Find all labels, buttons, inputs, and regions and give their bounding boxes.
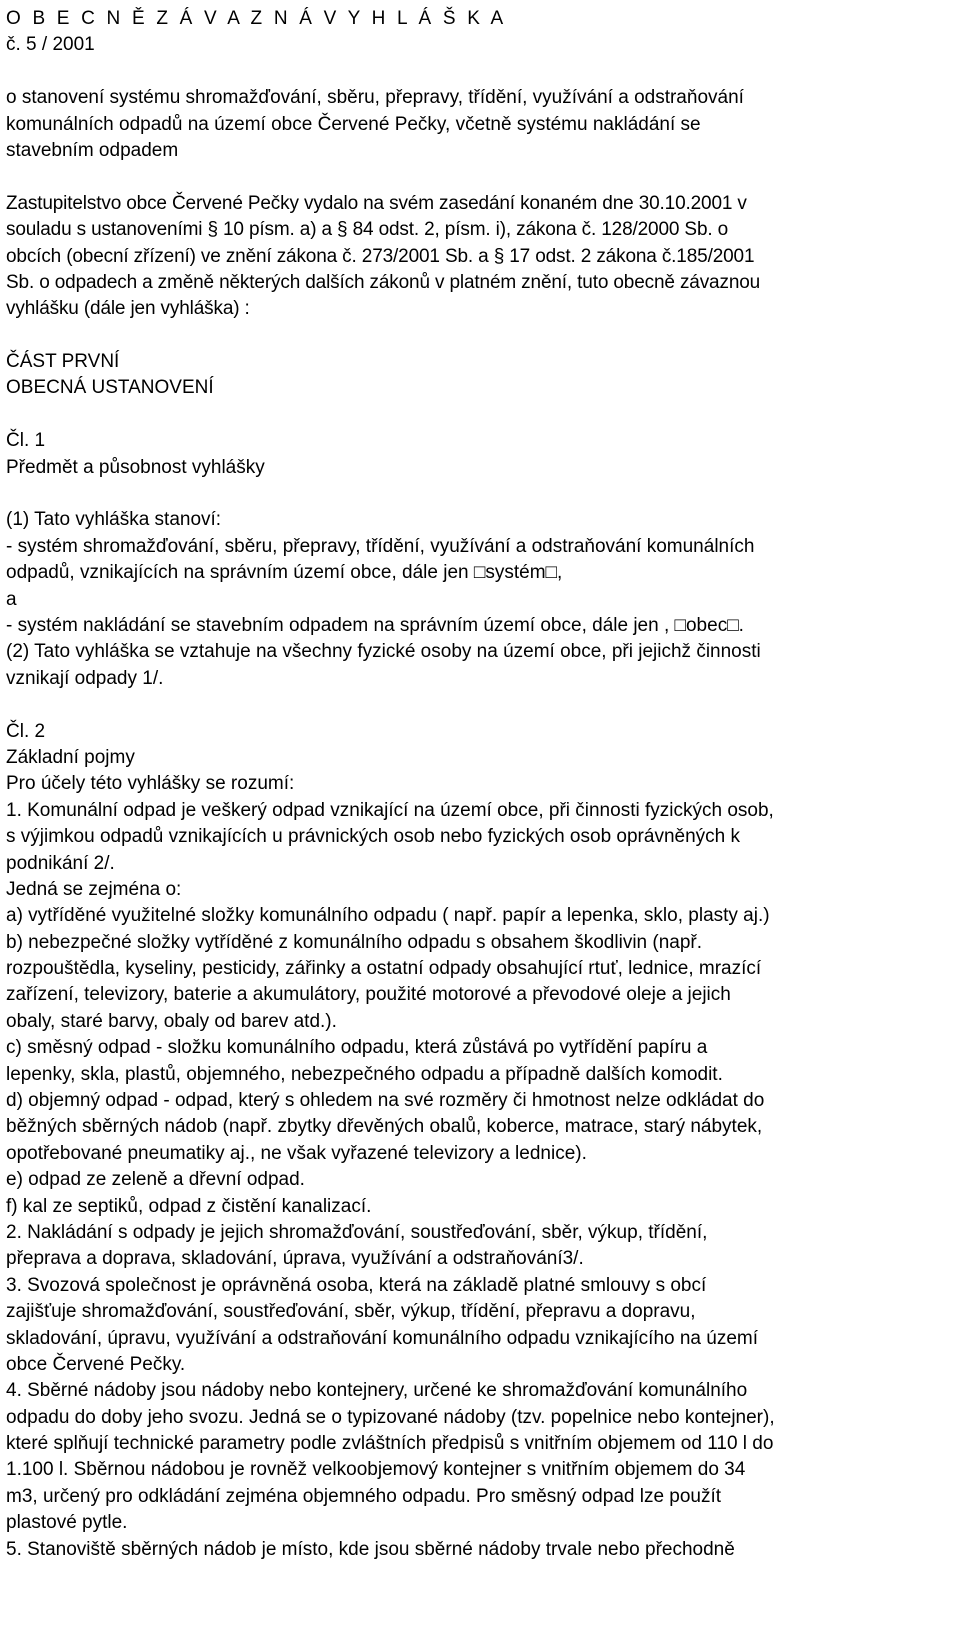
part-title: OBECNÁ USTANOVENÍ — [6, 377, 214, 399]
preamble-line: obcích (obecní zřízení) ve znění zákona č. 273/2001 Sb. a § 17 odst. 2 zákona č.185/2001 — [6, 245, 755, 267]
article-line: e) odpad ze zeleně a dřevní odpad. — [6, 1169, 305, 1191]
article-line: plastové pytle. — [6, 1512, 128, 1534]
article-line: lepenky, skla, plastů, objemného, nebezpečného odpadu a případně dalších komodit. — [6, 1063, 723, 1085]
article-line: odpadů, vznikajících na správním území obce, dále jen □systém□, — [6, 562, 563, 584]
subject-line: stavebním odpadem — [6, 139, 179, 161]
article-line: b) nebezpečné složky vytříděné z komunálního odpadu s obsahem škodlivin (např. — [6, 931, 703, 953]
ordinance-document — [6, 6, 956, 1563]
article-line: d) objemný odpad - odpad, který s ohledem na své rozměry či hmotnost nelze odkládat do — [6, 1090, 765, 1112]
article-line: obaly, staré barvy, obaly od barev atd.). — [6, 1010, 337, 1032]
article-line: zařízení, televizory, baterie a akumulátory, použité motorové a převodové oleje a jejich — [6, 984, 731, 1006]
spacer — [6, 402, 956, 428]
article-1 — [6, 428, 956, 692]
preamble-line: Sb. o odpadech a změně některých dalších zákonů v platném znění, tuto obecně závaznou — [6, 271, 761, 293]
preamble-line: vyhlášku (dále jen vyhláška) : — [6, 298, 250, 320]
article-line: Pro účely této vyhlášky se rozumí: — [6, 773, 295, 795]
preamble — [6, 191, 956, 323]
article-line: - systém shromažďování, sběru, přepravy, třídění, využívání a odstraňování komunálních — [6, 535, 755, 557]
preamble-line: Zastupitelstvo obce Červené Pečky vydalo na svém zasedání konaném dne 30.10.2001 v — [6, 192, 747, 214]
article-line: a — [6, 588, 17, 610]
article-line: vznikají odpady 1/. — [6, 667, 164, 689]
article-line: podnikání 2/. — [6, 852, 115, 874]
document-number: č. 5 / 2001 — [6, 34, 95, 56]
article-line: obce Červené Pečky. — [6, 1353, 186, 1375]
subject-line: komunálních odpadů na území obce Červené Pečky, včetně systému nakládání se — [6, 113, 701, 135]
article-line: Jedná se zejména o: — [6, 878, 182, 900]
article-line: m3, určený pro odkládání zejména objemného odpadu. Pro směsný odpad lze použít — [6, 1485, 722, 1507]
article-title: Základní pojmy — [6, 746, 135, 768]
article-line: a) vytříděné využitelné složky komunálního odpadu ( např. papír a lepenka, sklo, plasty aj.) — [6, 905, 770, 927]
article-line: 2. Nakládání s odpady je jejich shromažďování, soustřeďování, sběr, výkup, třídění, — [6, 1221, 708, 1243]
article-label: Čl. 1 — [6, 430, 46, 452]
spacer — [6, 323, 956, 349]
article-line: 5. Stanoviště sběrných nádob je místo, kde jsou sběrné nádoby trvale nebo přechodně — [6, 1538, 735, 1560]
article-line: 1.100 l. Sběrnou nádobou je rovněž velkoobjemový kontejner s vnitřním objemem do 34 — [6, 1459, 746, 1481]
part-label: ČÁST PRVNÍ — [6, 351, 120, 373]
spacer — [6, 59, 956, 85]
article-line: f) kal ze septiků, odpad z čistění kanalizací. — [6, 1195, 372, 1217]
spacer — [6, 164, 956, 190]
article-line: s výjimkou odpadů vznikajících u právnických osob nebo fyzických osob oprávněných k — [6, 826, 740, 848]
article-line: rozpouštědla, kyseliny, pesticidy, zářinky a ostatní odpady obsahující rtuť, lednice, mrazící — [6, 958, 762, 980]
article-line: přeprava a doprava, skladování, úprava, využívání a odstraňování3/. — [6, 1248, 584, 1270]
article-line: c) směsný odpad - složku komunálního odpadu, která zůstává po vytřídění papíru a — [6, 1037, 708, 1059]
article-line: odpadu do doby jeho svozu. Jedná se o typizované nádoby (tzv. popelnice nebo kontejner), — [6, 1406, 775, 1428]
article-line: zajišťuje shromažďování, soustřeďování, sběr, výkup, třídění, přepravu a dopravu, — [6, 1301, 696, 1323]
article-line: (1) Tato vyhláška stanoví: — [6, 509, 222, 531]
article-line: 4. Sběrné nádoby jsou nádoby nebo kontejnery, určené ke shromažďování komunálního — [6, 1380, 748, 1402]
article-line: 3. Svozová společnost je oprávněná osoba, která na základě platné smlouvy s obcí — [6, 1274, 707, 1296]
document-header — [6, 6, 956, 59]
article-line: skladování, úpravu, využívání a odstraňování komunálního odpadu vznikajícího na území — [6, 1327, 759, 1349]
article-line: 1. Komunální odpad je veškerý odpad vznikající na území obce, při činnosti fyzických osob, — [6, 799, 774, 821]
article-2 — [6, 719, 956, 1564]
article-line: - systém nakládání se stavebním odpadem na správním území obce, dále jen , □obec□. — [6, 614, 744, 636]
article-title: Předmět a působnost vyhlášky — [6, 456, 265, 478]
subject-line: o stanovení systému shromažďování, sběru, přepravy, třídění, využívání a odstraňování — [6, 87, 744, 109]
article-line: opotřebované pneumatiky aj., ne však vyřazené televizory a lednice). — [6, 1142, 587, 1164]
spacer — [6, 692, 956, 718]
spacer — [6, 481, 956, 507]
document-subject — [6, 85, 956, 164]
document-title: O B E C N Ě Z Á V A Z N Á V Y H L Á Š K A — [6, 8, 507, 29]
article-line: které splňují technické parametry podle zvláštních předpisů s vnitřním objemem od 110 l do — [6, 1433, 774, 1455]
article-label: Čl. 2 — [6, 720, 46, 742]
article-line: běžných sběrných nádob (např. zbytky dřevěných obalů, koberce, matrace, starý nábytek, — [6, 1116, 763, 1138]
article-line: (2) Tato vyhláška se vztahuje na všechny fyzické osoby na území obce, při jejichž činnosti — [6, 641, 761, 663]
preamble-line: souladu s ustanoveními § 10 písm. a) a § 84 odst. 2, písm. i), zákona č. 128/2000 Sb. o — [6, 219, 729, 241]
part-heading — [6, 349, 956, 402]
